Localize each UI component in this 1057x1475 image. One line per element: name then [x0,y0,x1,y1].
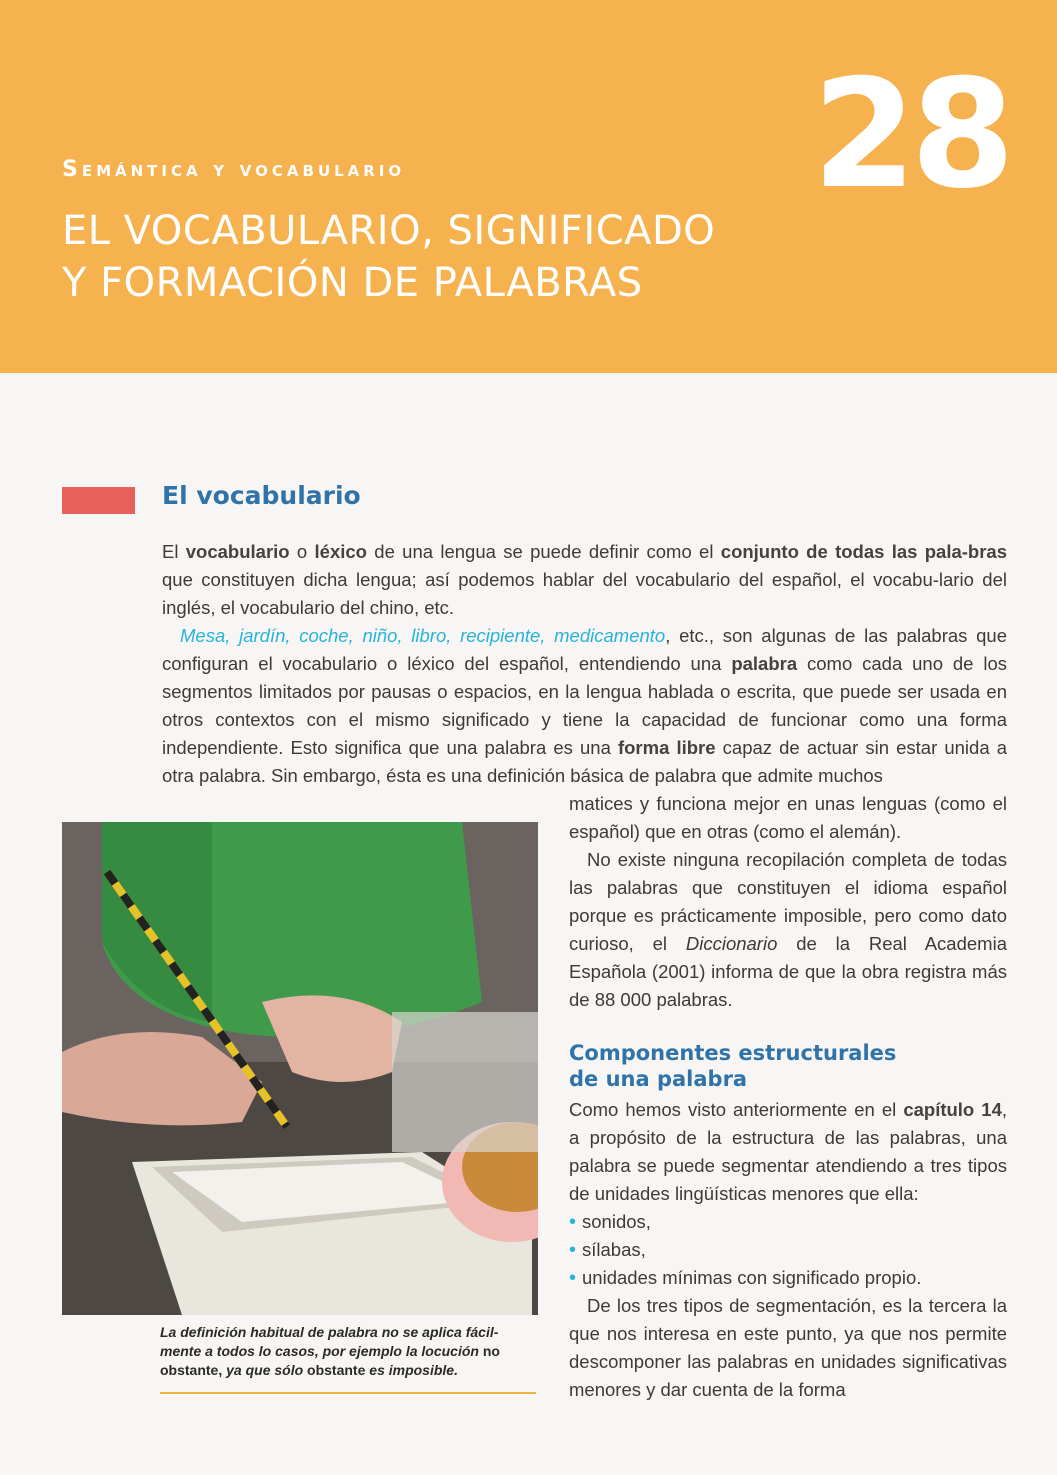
bullet-icon: • [569,1239,577,1261]
text-run: o [289,541,315,562]
paragraph-dictionary [569,846,1007,1014]
text-run: , a propósito de la estructura de las palabras, una palabra se puede segmentar atendiendo a tres tipos de unidades lingüísticas menores que ella: [569,1099,1007,1204]
list-item [569,1208,921,1236]
text-run: capaz de actuar sin estar unida a otra palabra. Sin embargo, ésta es una definición básica de palabra que admite muchos [162,737,1007,786]
photo-caption [160,1323,532,1380]
chapter-header [0,0,1057,373]
section-marker-bar [62,487,135,514]
term-forma-libre: forma libre [617,737,716,758]
caption-run: obstante [303,1362,370,1378]
work-title: Diccionario [685,933,778,954]
caption-run: no obstante, [160,1343,500,1378]
term-lexico: léxico [314,541,367,562]
text-run: , etc., son algunas de las palabras que configuran el vocabulario o léxico del español, entendiendo una [162,625,1007,674]
text-run: como cada uno de los segmentos limitados por pausas o espacios, en la lengua hablada o escrita, que puede ser usada en otros contextos con el mismo significado y tiene la capacidad de funcionar como una forma independiente. Esto significa que una palabra es una [162,653,1007,758]
chapter-title-line1: EL VOCABULARIO, SIGNIFICADO [62,208,716,254]
photo-student-dictionary [62,822,538,1315]
photo-illustration [62,822,538,1315]
term-vocabulario: vocabulario [185,541,290,562]
list-item-text: sílabas, [582,1239,646,1260]
paragraph-segmentation: De los tres tipos de segmentación, es la tercera la que nos interesa en este punto, ya que nos permite descomponer las palabras en unidades significativas menores y dar cuenta de la forma [569,1295,1007,1400]
text-run: de una lengua se puede definir como el [366,541,721,562]
bullet-icon: • [569,1267,577,1289]
list-item-text: sonidos, [582,1211,651,1232]
paragraph-definition [162,538,1007,622]
caption-run: ya que sólo [226,1362,304,1378]
paragraph-examples [162,622,1007,790]
chapter-number: 28 [812,48,1009,222]
section-heading: El vocabulario [162,481,361,510]
text-run: No existe ninguna recopilación completa de todas las palabras que constituyen el idioma español porque es prácticamente imposible, pero como dato curioso, el [569,849,1007,954]
text-run: que constituyen dicha lengua; así podemos hablar del vocabulario del español, el vocabu-lario del inglés, el vocabulario del chino, etc. [162,569,1007,618]
caption-run: es imposible. [369,1362,458,1378]
chapter-title [62,205,822,309]
list-item-text: unidades mínimas con significado propio. [582,1267,922,1288]
bullet-icon: • [569,1211,577,1233]
segmentation-list [569,1208,921,1292]
caption-divider [160,1392,536,1394]
list-item [569,1236,921,1264]
chapter-reference: capítulo 14 [903,1099,1002,1120]
paragraph-examples-cont: matices y funciona mejor en unas lenguas (como el español) que en otras (como el alemán). [569,793,1007,842]
section-label: Semántica y vocabulario [62,157,406,182]
example-words: Mesa, jardín, coche, niño, libro, recipiente, medicamento [180,625,666,646]
text-run: El [162,541,186,562]
chapter-title-line2: Y FORMACIÓN DE PALABRAS [62,260,643,306]
term-conjunto: conjunto de todas las pala-bras [720,541,1008,562]
subsection-heading: Componentes estructurales de una palabra [569,1041,897,1091]
text-run: de la Real Academia Española (2001) informa de que la obra registra más de 88 000 palabras. [569,933,1007,1010]
paragraph-structure [569,1096,1007,1208]
caption-run: La definición habitual de palabra no se aplica fácil-mente a todos lo casos, por ejemplo la locución [160,1324,499,1359]
text-run: Como hemos visto anteriormente en el [569,1099,904,1120]
term-palabra: palabra [731,653,798,674]
list-item [569,1264,921,1292]
